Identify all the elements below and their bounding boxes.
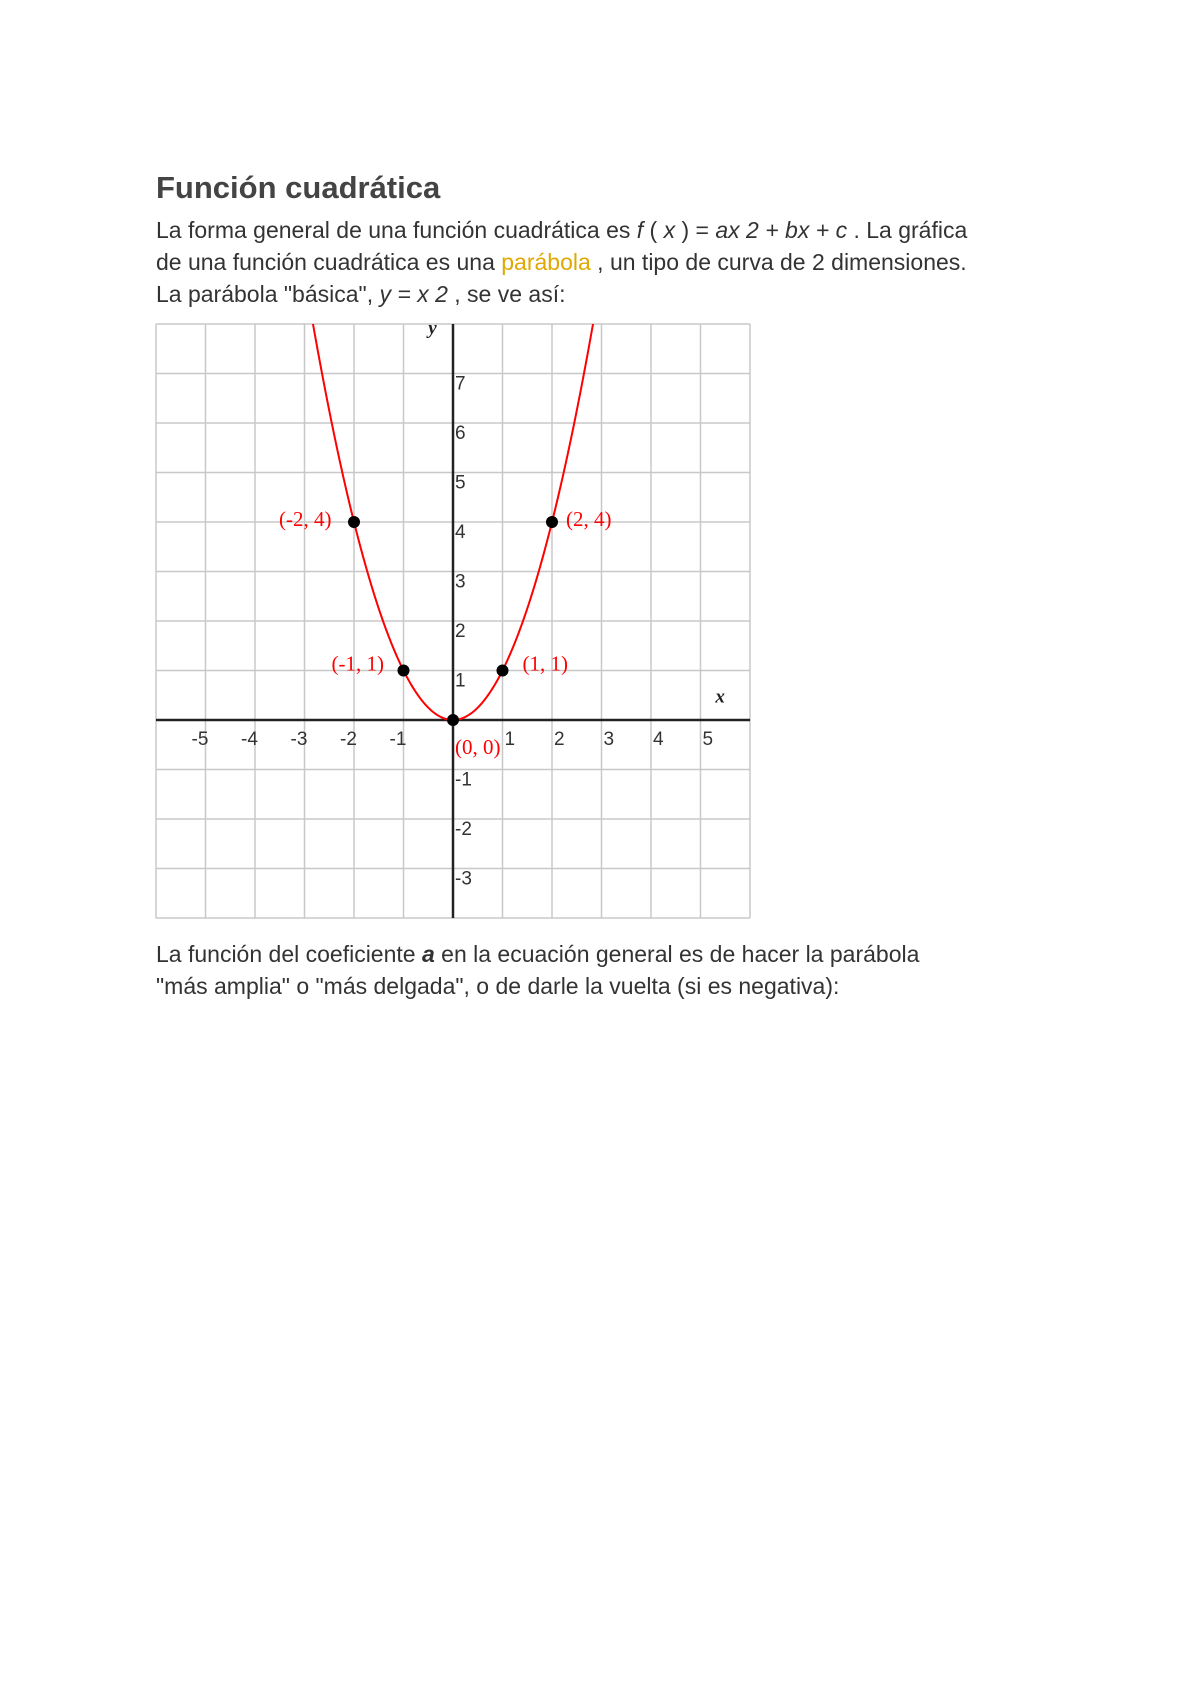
y-tick-label: 5	[455, 472, 466, 494]
intro-text: La parábola "básica",	[156, 281, 380, 307]
data-point	[497, 665, 509, 677]
x-tick-label: 1	[504, 729, 516, 750]
intro-text: de una función cuadrática es una	[156, 249, 502, 275]
coefficient-a: a	[421, 941, 435, 967]
math-general-form: ax 2 + bx + c	[715, 217, 848, 243]
y-axis-label: y	[428, 317, 437, 339]
y-tick-label: 6	[455, 423, 466, 444]
data-point-label: (-2, 4)	[279, 507, 332, 531]
x-tick-label: 5	[702, 729, 714, 750]
data-point-label: (2, 4)	[566, 507, 612, 531]
x-tick-label: -5	[191, 729, 209, 750]
math-x: x	[663, 217, 676, 243]
intro-text: ) =	[675, 217, 716, 243]
x-tick-label: 4	[653, 729, 664, 750]
y-tick-label: -2	[455, 819, 472, 840]
intro-text: . La gráfica	[847, 217, 968, 243]
x-tick-label: -2	[340, 729, 357, 750]
outro-text: en la ecuación general es de hacer la parábola	[434, 941, 920, 967]
outro-text: La función del coeficiente	[156, 941, 422, 967]
y-tick-label: 2	[455, 621, 466, 642]
data-point	[398, 665, 410, 677]
x-tick-label: -4	[241, 729, 258, 750]
y-tick-label: 3	[455, 571, 466, 593]
math-f: f	[636, 217, 644, 243]
x-tick-label: 3	[603, 729, 615, 750]
data-point	[546, 516, 558, 528]
page-title: Función cuadrática	[156, 170, 441, 205]
x-tick-label: -1	[389, 729, 407, 750]
data-point	[348, 516, 360, 528]
intro-text: , se ve así:	[447, 281, 566, 307]
data-point-label: (1, 1)	[522, 651, 568, 676]
data-point-label: (0, 0)	[455, 735, 501, 759]
y-tick-label: -1	[455, 769, 472, 791]
y-tick-label: 1	[455, 670, 466, 692]
x-axis-label: x	[715, 686, 725, 708]
x-tick-label: -3	[290, 729, 308, 750]
y-tick-label: -3	[455, 868, 472, 890]
data-point-label: (-1, 1)	[331, 651, 384, 676]
data-point	[447, 714, 459, 726]
outro-line-1	[156, 938, 919, 970]
outro-line-2: "más amplia" o "más delgada", o de darle la vuelta (si es negativa):	[156, 973, 840, 999]
math-basic-parabola: y = x 2	[379, 281, 448, 307]
intro-text: La forma general de una función cuadrática es	[156, 217, 637, 243]
intro-text: (	[643, 217, 664, 243]
y-tick-label: 7	[455, 373, 466, 395]
parabola-link[interactable]: parábola	[501, 249, 591, 275]
intro-text: , un tipo de curva de 2 dimensiones.	[590, 249, 967, 275]
y-tick-label: 4	[455, 522, 466, 543]
x-tick-label: 2	[554, 729, 565, 750]
outro-paragraph	[156, 938, 919, 1002]
